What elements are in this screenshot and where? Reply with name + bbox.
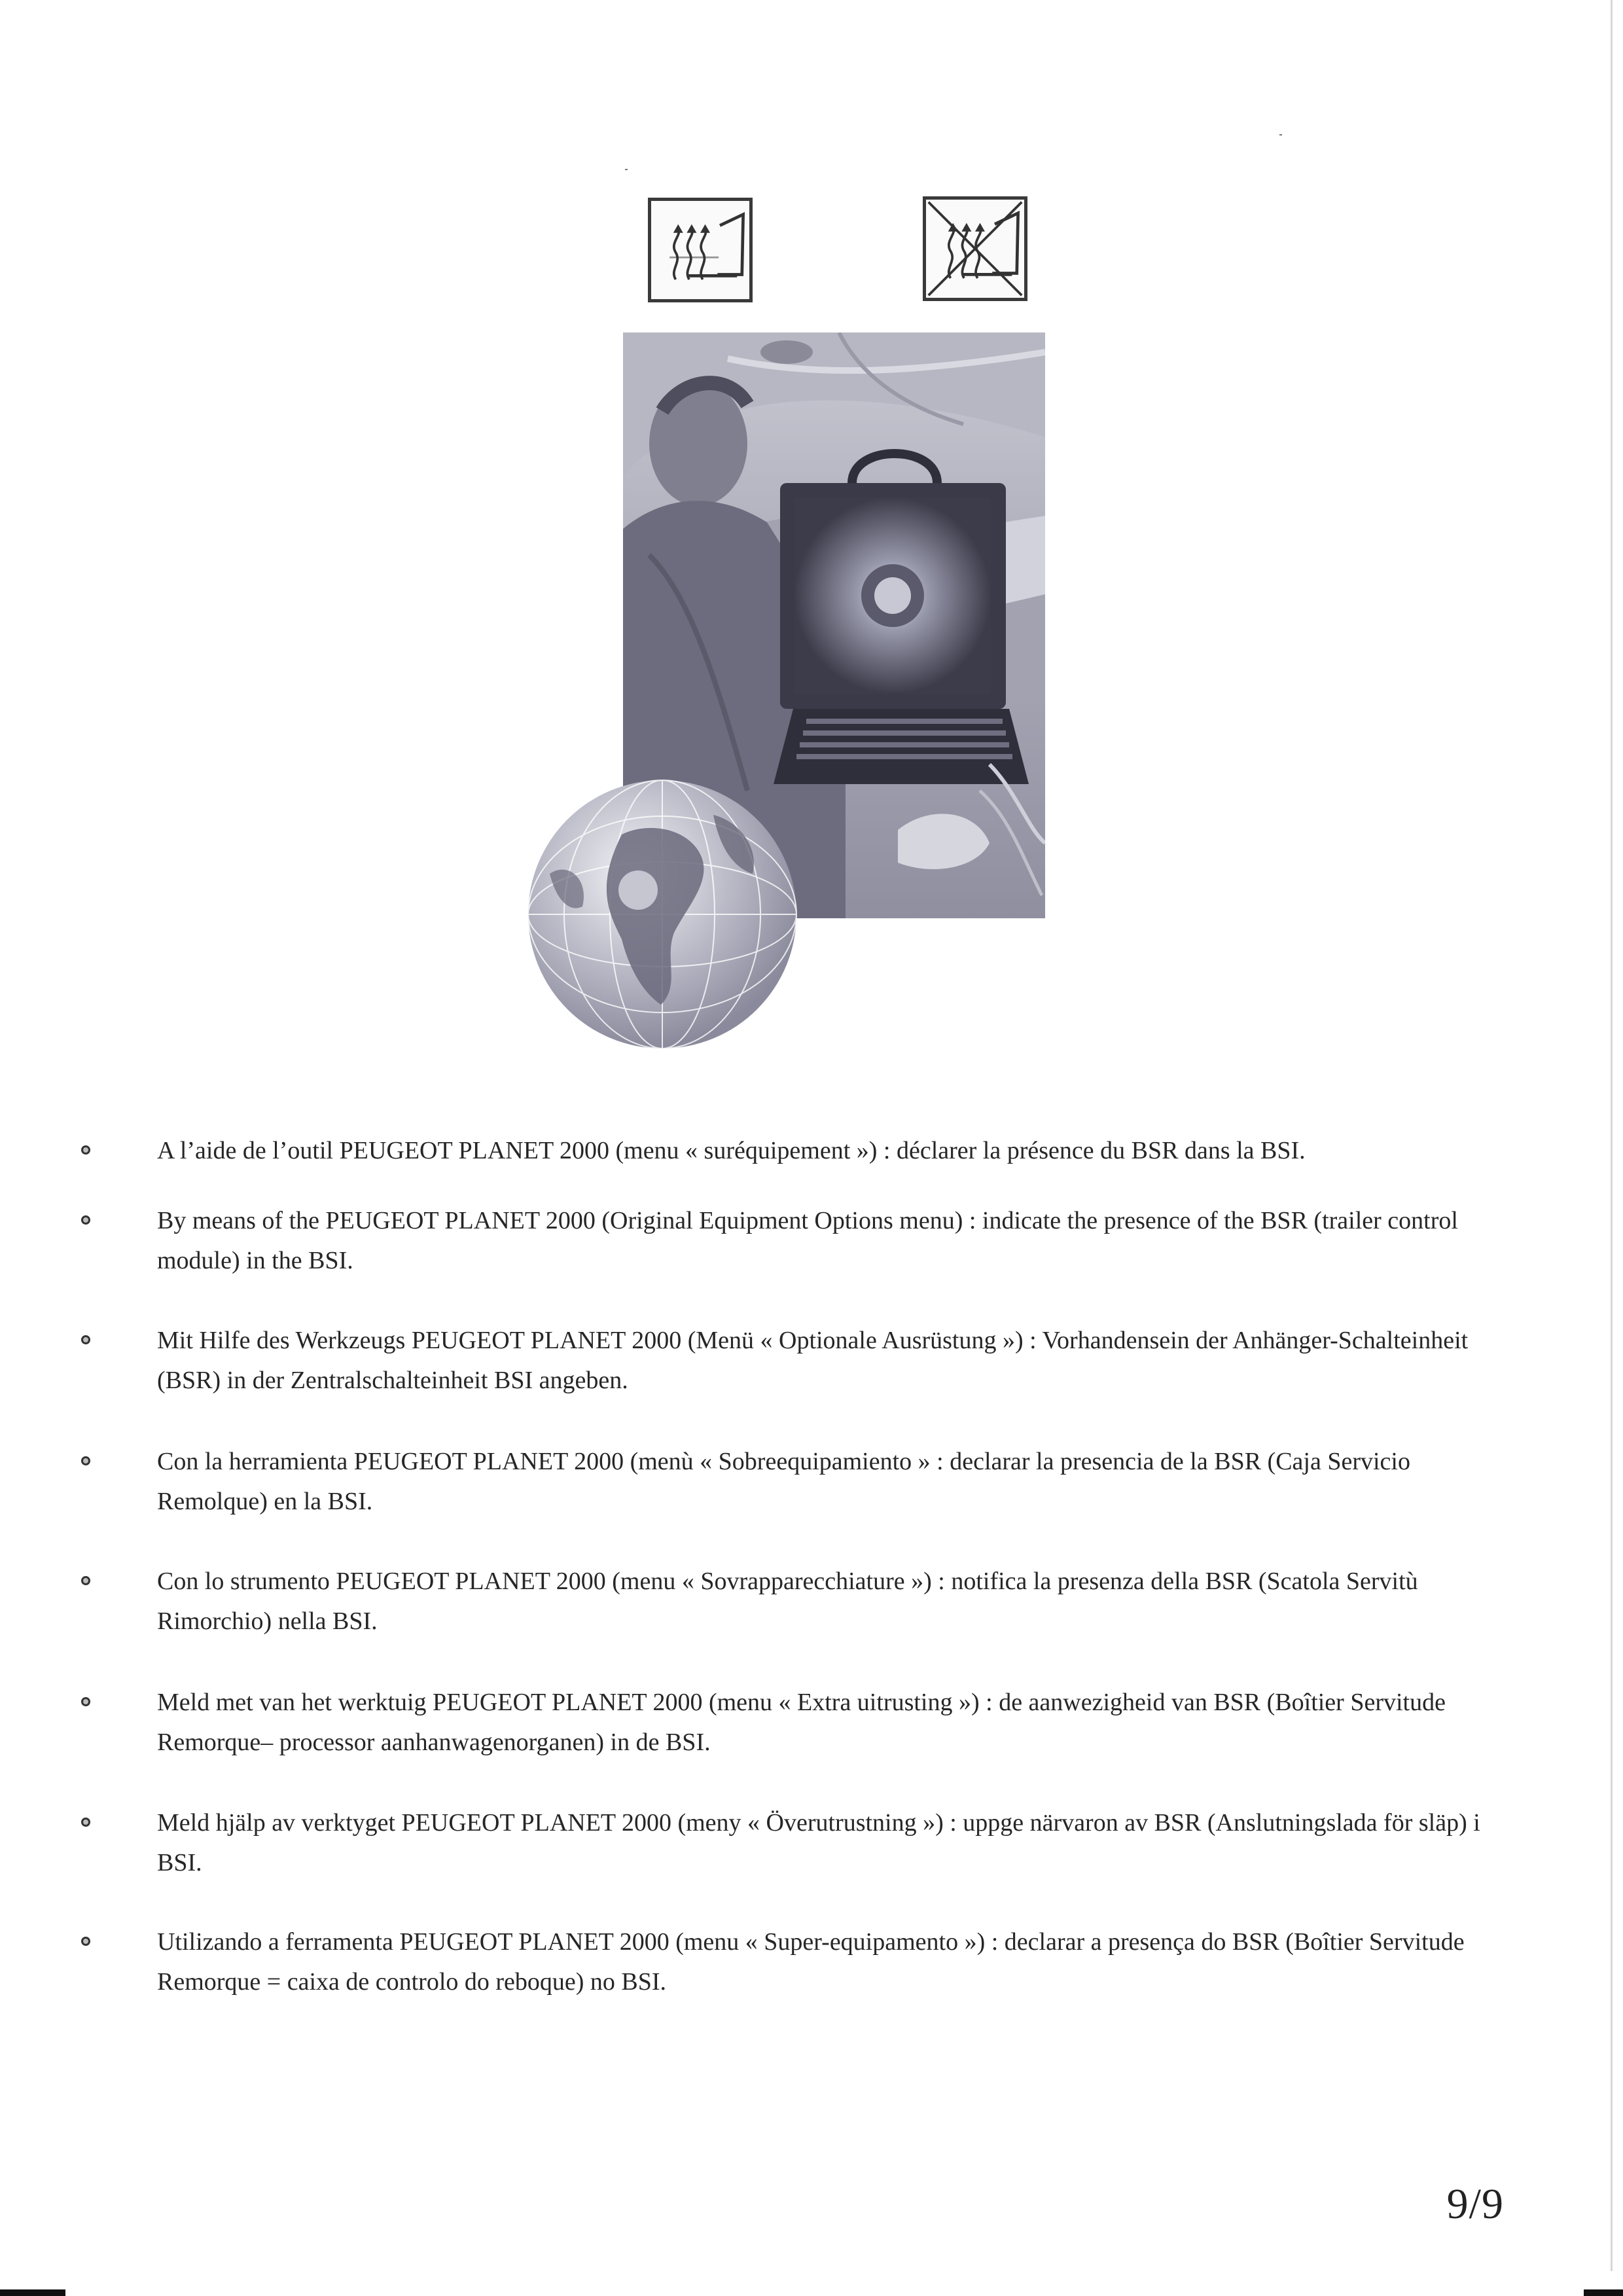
bullet-icon — [81, 1145, 90, 1155]
bullet-icon — [81, 1456, 90, 1465]
footer-tag — [0, 2289, 65, 2296]
instruction-de: Mit Hilfe des Werkzeugs PEUGEOT PLANET 2000 (Menü « Optionale Ausrüstung ») : Vorhandensein der Anhänger-Schalteinheit (BSR) in der Zentralschalteinheit BSI angeben. — [157, 1327, 1469, 1394]
page-edge — [1611, 0, 1613, 2271]
scan-speck — [625, 169, 628, 170]
instruction-nl: Meld met van het werktuig PEUGEOT PLANET 2000 (menu « Extra uitrusting ») : de aanwezigheid van BSR (Boîtier Servitude Remorque– processor aanhanwagenorganen) in de BSI. — [157, 1689, 1446, 1756]
bullet-icon — [81, 1335, 90, 1344]
bullet-icon — [81, 1576, 90, 1585]
instruction-sv: Meld hjälp av verktyget PEUGEOT PLANET 2000 (meny « Överutrustning ») : uppge närvaron av BSR (Anslutningslada för släp) i BSI. — [157, 1809, 1480, 1876]
instruction-it: Con lo strumento PEUGEOT PLANET 2000 (menu « Sovrapparecchiature ») : notifica la presenza della BSR (Scatola Servitù Rimorchio) nella BSI. — [157, 1568, 1418, 1635]
seat-heating-off-icon — [923, 196, 1027, 301]
seat-heating-icon — [648, 198, 753, 302]
page-number: 9/9 — [1446, 2180, 1504, 2228]
bullet-icon — [81, 1215, 90, 1225]
bullet-icon — [81, 1697, 90, 1706]
footer-tag — [1584, 2289, 1623, 2296]
globe-image — [524, 776, 802, 1054]
bullet-icon — [81, 1818, 90, 1827]
bullet-icon — [81, 1937, 90, 1946]
instruction-pt: Utilizando a ferramenta PEUGEOT PLANET 2000 (menu « Super-equipamento ») : declarar a presença do BSR (Boîtier Servitude Remorque = caixa de controlo do reboque) no BSI. — [157, 1928, 1465, 1996]
instruction-en: By means of the PEUGEOT PLANET 2000 (Original Equipment Options menu) : indicate the presence of the BSR (trailer control module) in the BSI. — [157, 1207, 1458, 1274]
instruction-fr: A l’aide de l’outil PEUGEOT PLANET 2000 (menu « suréquipement ») : déclarer la présence du BSR dans la BSI. — [157, 1137, 1306, 1164]
scan-footer-strip — [0, 2289, 1623, 2296]
instruction-es: Con la herramienta PEUGEOT PLANET 2000 (menù « Sobreequipamiento » : declarar la presencia de la BSR (Caja Servicio Remolque) en la BSI. — [157, 1448, 1410, 1515]
scan-speck — [1279, 134, 1282, 135]
